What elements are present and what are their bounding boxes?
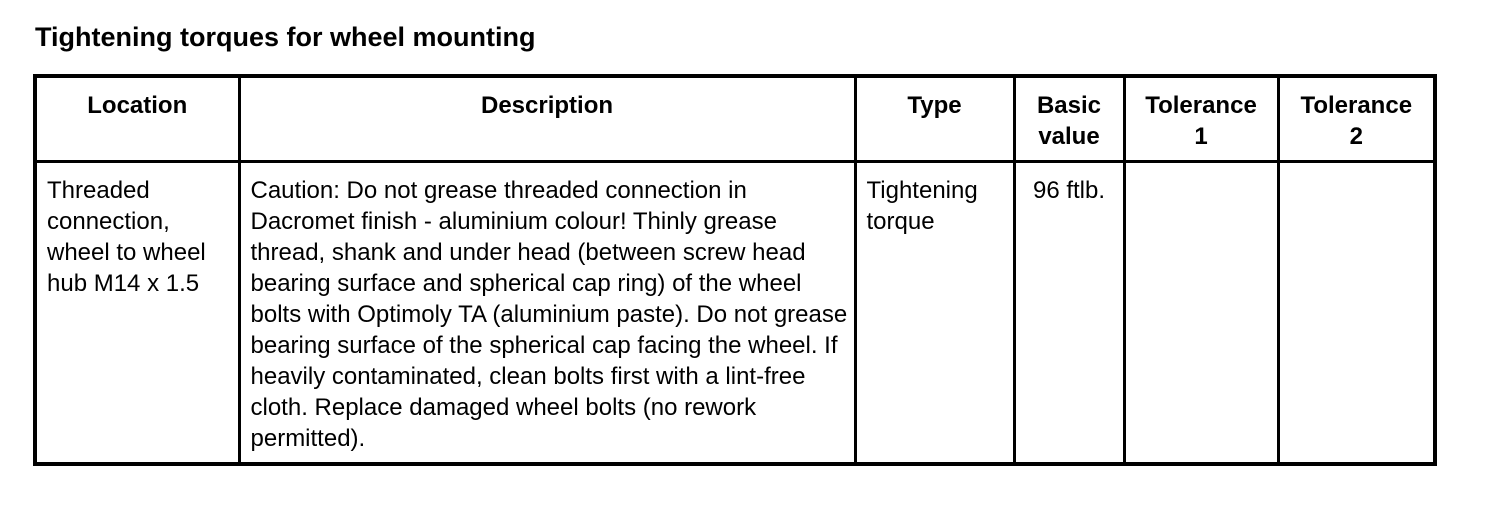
cell-location: Threaded connection, wheel to wheel hub M14 x 1.5 xyxy=(35,162,239,465)
header-tolerance-1-line2: 1 xyxy=(1194,123,1208,150)
torque-table xyxy=(33,74,1437,466)
header-location-label: Location xyxy=(87,92,188,119)
header-tolerance-2-line2: 2 xyxy=(1349,123,1363,150)
header-tolerance-1-line1: Tolerance xyxy=(1145,92,1257,119)
cell-tolerance-2 xyxy=(1278,162,1435,465)
cell-type: Tightening torque xyxy=(855,162,1014,465)
table-body xyxy=(35,162,1435,465)
header-basic-value-line2: value xyxy=(1038,123,1100,150)
header-tolerance-2-line1: Tolerance xyxy=(1300,92,1413,119)
table-row xyxy=(35,162,1435,465)
header-type-label: Type xyxy=(907,92,962,119)
header-tolerance-2 xyxy=(1278,76,1435,162)
header-basic-value-line1: Basic xyxy=(1036,92,1102,119)
header-location xyxy=(35,76,239,162)
header-description xyxy=(239,76,855,162)
cell-basic-value: 96 ftlb. xyxy=(1014,162,1124,465)
table-header xyxy=(35,76,1435,162)
header-tolerance-1 xyxy=(1124,76,1278,162)
header-description-label: Description xyxy=(480,92,614,119)
document-title: Tightening torques for wheel mounting xyxy=(35,22,536,52)
header-row xyxy=(35,76,1435,162)
header-basic-value xyxy=(1014,76,1124,162)
cell-tolerance-1 xyxy=(1124,162,1278,465)
cell-description: Caution: Do not grease threaded connection in Dacromet finish - aluminium colour! Thinly grease thread, shank and under head (between screw head bearing surface and spherical cap ring) of the wheel bolts with Optimoly TA (aluminium paste). Do not grease bearing surface of the spherical cap facing the wheel. If heavily contaminated, clean bolts first with a lint-free cloth. Replace damaged wheel bolts (no rework permitted). xyxy=(239,162,855,465)
header-type xyxy=(855,76,1014,162)
